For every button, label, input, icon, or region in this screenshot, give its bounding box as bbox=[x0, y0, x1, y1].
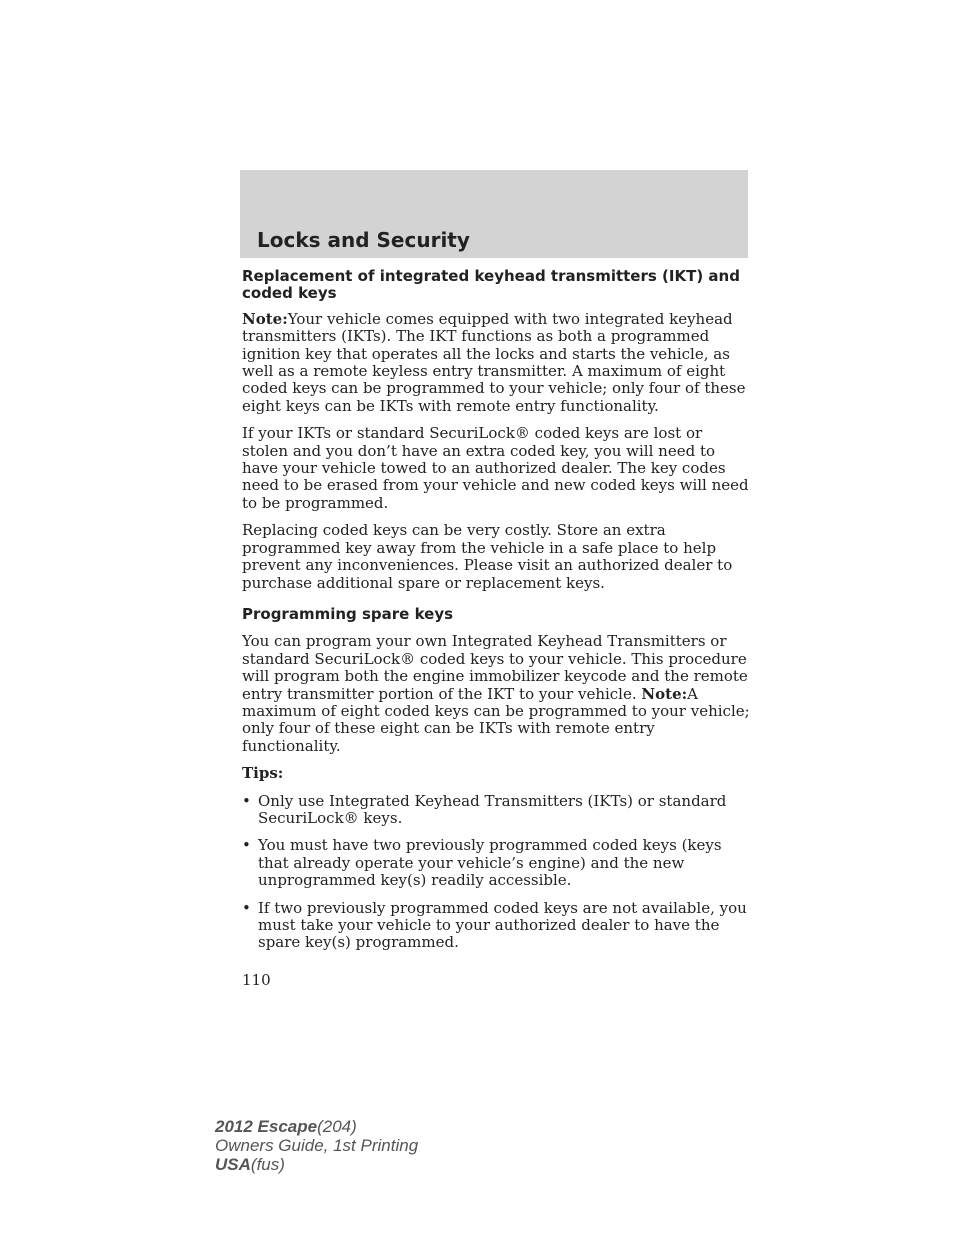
paragraph-program-procedure bbox=[242, 633, 752, 755]
paragraph-lost-keys: If your IKTs or standard SecuriLock® coded keys are lost or stolen and you don’t have an extra coded key, you will need to have your vehicle towed to an authorized dealer. The key codes need to be erased from your vehicle and new coded keys will need to be programmed. bbox=[242, 424, 749, 512]
tip-text: You must have two previously programmed coded keys (keys that already operate your vehicle’s engine) and the new unprogrammed key(s) readily accessible. bbox=[258, 836, 722, 890]
heading-replacement-keys: Replacement of integrated keyhead transmitters (IKT) and coded keys bbox=[242, 267, 740, 303]
footer-line-region bbox=[215, 1155, 418, 1174]
tip-item bbox=[242, 793, 752, 828]
tip-item bbox=[242, 900, 752, 952]
tips-list bbox=[242, 793, 752, 952]
footer-model-code: (204) bbox=[317, 1117, 357, 1136]
tips-label: Tips: bbox=[242, 764, 284, 783]
footer-region-code: (fus) bbox=[250, 1155, 285, 1174]
section-header-title: Locks and Security bbox=[257, 228, 470, 252]
note-label: Note: bbox=[242, 309, 288, 328]
bullet-icon: • bbox=[242, 836, 251, 855]
tip-text: Only use Integrated Keyhead Transmitters (IKTs) or standard SecuriLock® keys. bbox=[258, 791, 727, 827]
paragraph-ikt-note bbox=[242, 311, 752, 415]
heading-programming-spare-keys: Programming spare keys bbox=[242, 604, 454, 623]
document-footer bbox=[215, 1117, 418, 1174]
footer-line-model bbox=[215, 1117, 418, 1136]
footer-model: 2012 Escape bbox=[215, 1117, 318, 1136]
paragraph-program-note-text: A maximum of eight coded keys can be programmed to your vehicle; only four of these eight can be IKTs with remote entry functionality. bbox=[242, 684, 750, 755]
tip-text: If two previously programmed coded keys are not available, you must take your vehicle to your authorized dealer to have the spare key(s) programmed. bbox=[258, 898, 747, 952]
footer-line-edition: Owners Guide, 1st Printing bbox=[215, 1136, 419, 1155]
bullet-icon: • bbox=[242, 791, 251, 810]
paragraph-ikt-note-text: Your vehicle comes equipped with two integrated keyhead transmitters (IKTs). The IKT functions as both a programmed ignition key that operates all the locks and starts the vehicle, as well as a remote keyless entry transmitter. A maximum of eight coded keys can be programmed to your vehicle; only four of these eight keys can be IKTs with remote entry functionality. bbox=[242, 309, 746, 415]
page-content bbox=[242, 268, 752, 962]
paragraph-replacing-cost: Replacing coded keys can be very costly. Store an extra programmed key away from the vehicle in a safe place to help prevent any inconveniences. Please visit an authorized dealer to purchase additional spare or replacement keys. bbox=[242, 521, 733, 592]
page-number: 110 bbox=[242, 971, 271, 989]
paragraph-program-procedure-text: You can program your own Integrated Keyhead Transmitters or standard SecuriLock® coded keys to your vehicle. This procedure will program both the engine immobilizer keycode and the remote entry transmitter portion of the IKT to your vehicle. bbox=[242, 632, 748, 703]
footer-region: USA bbox=[215, 1155, 251, 1174]
bullet-icon: • bbox=[242, 898, 251, 917]
note-label: Note: bbox=[641, 684, 688, 703]
tip-item bbox=[242, 837, 752, 889]
